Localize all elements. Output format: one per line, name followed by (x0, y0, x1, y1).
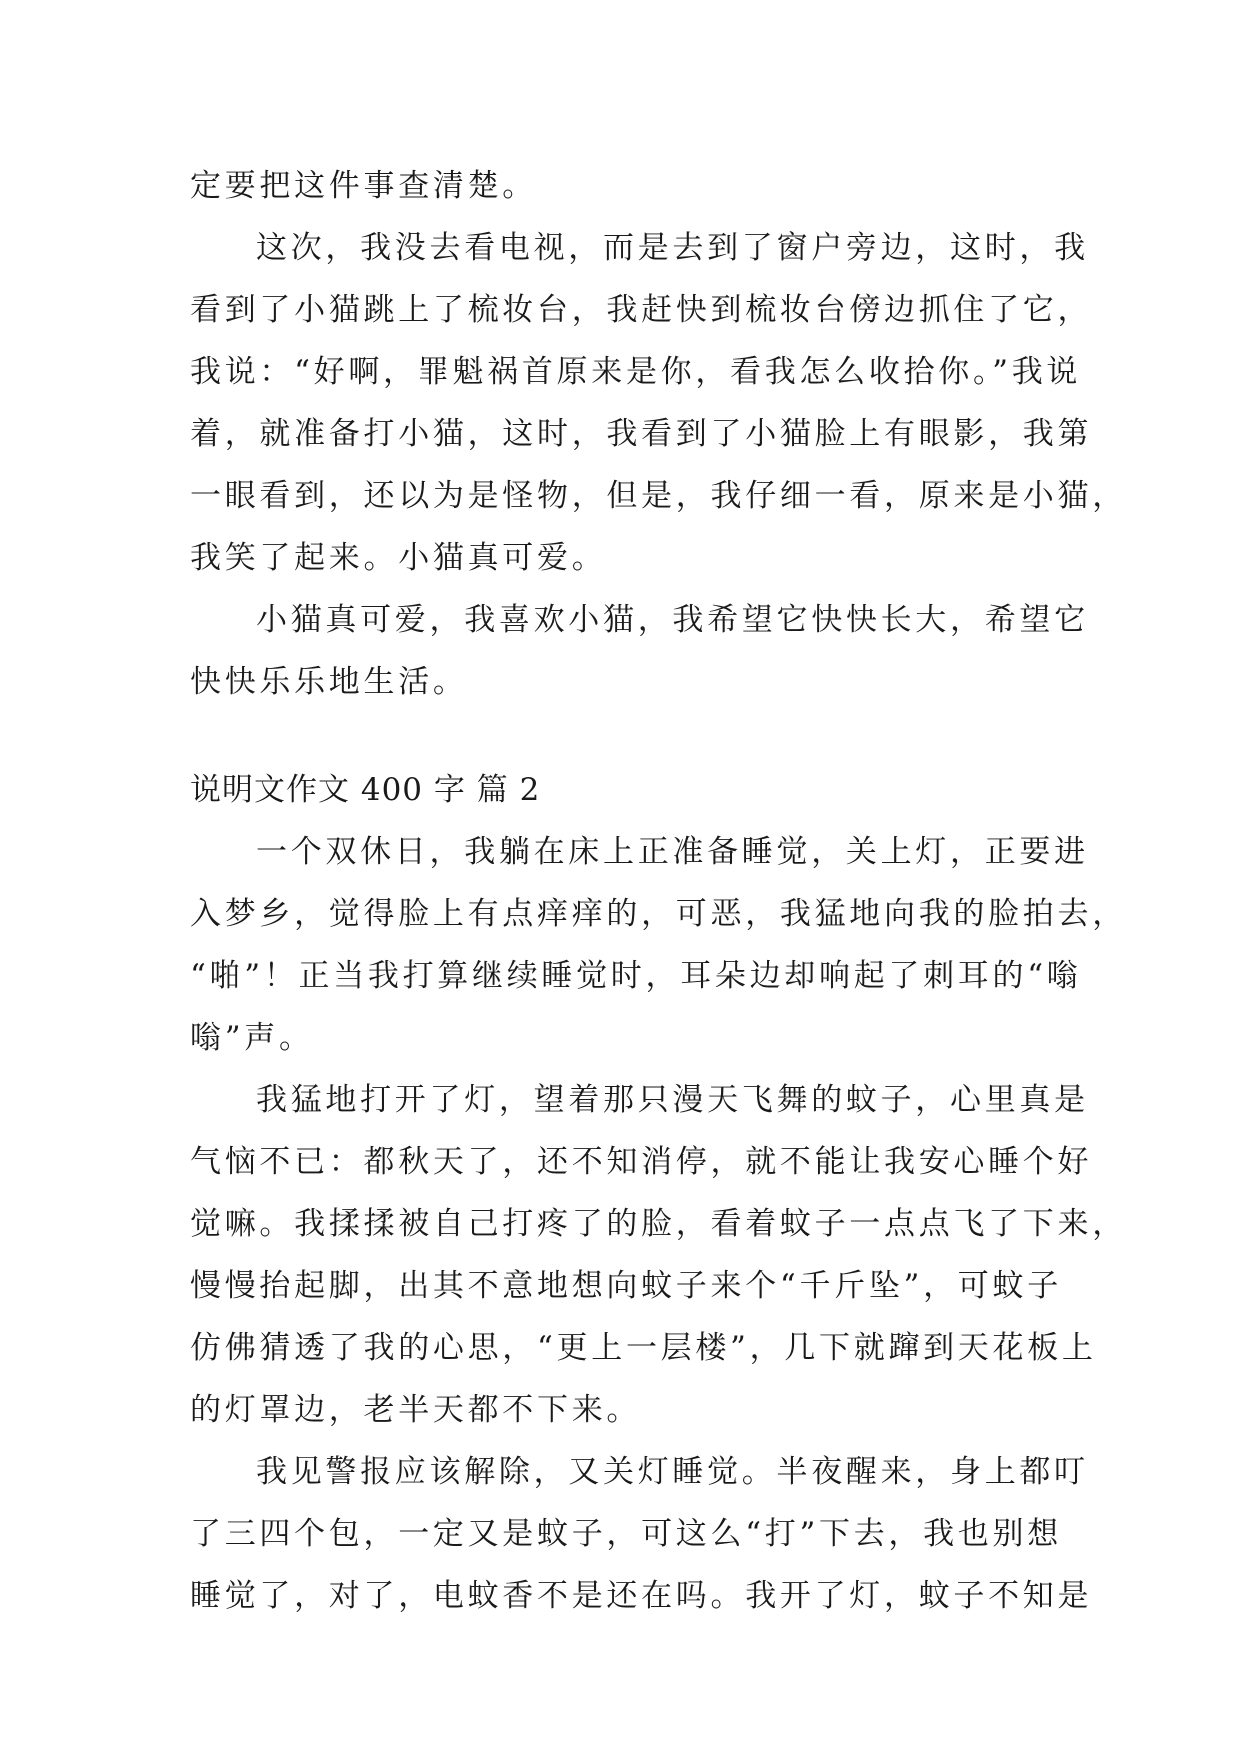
text-line: 我笑了起来。小猫真可爱。 (190, 540, 607, 576)
text-line: 入梦乡，觉得脸上有点痒痒的，可恶，我猛地向我的脸拍去， (190, 896, 1127, 932)
text-line: 看到了小猫跳上了梳妆台，我赶快到梳妆台傍边抓住了它， (190, 292, 1093, 328)
paragraph-start-line: 小猫真可爱，我喜欢小猫，我希望它快快长大，希望它 (256, 602, 1089, 638)
text-line: 我说：“好啊，罪魁祸首原来是你，看我怎么收拾你。”我说 (190, 354, 1082, 390)
text-line: “啪”！正当我打算继续睡觉时，耳朵边却响起了刺耳的“嗡 (190, 958, 1082, 994)
paragraph-start-line: 一个双休日，我躺在床上正准备睡觉，关上灯，正要进 (256, 834, 1089, 870)
text-line: 睡觉了，对了，电蚊香不是还在吗。我开了灯，蚊子不知是 (190, 1578, 1093, 1614)
text-line: 觉嘛。我揉揉被自己打疼了的脸，看着蚊子一点点飞了下来， (190, 1206, 1127, 1242)
paragraph-start-line: 我猛地打开了灯，望着那只漫天飞舞的蚊子，心里真是 (256, 1082, 1089, 1118)
text-line: 的灯罩边，老半天都不下来。 (190, 1392, 642, 1428)
text-line: 了三四个包，一定又是蚊子，可这么“打”下去，我也别想 (190, 1516, 1062, 1552)
text-line: 嗡”声。 (190, 1020, 314, 1056)
section-heading: 说明文作文 400 字 篇 2 (190, 772, 541, 808)
text-line: 仿佛猜透了我的心思，“更上一层楼”，几下就蹿到天花板上 (190, 1330, 1097, 1366)
text-line: 快快乐乐地生活。 (190, 664, 468, 700)
text-line: 着，就准备打小猫，这时，我看到了小猫脸上有眼影，我第 (190, 416, 1093, 452)
text-line: 气恼不已：都秋天了，还不知消停，就不能让我安心睡个好 (190, 1144, 1093, 1180)
paragraph-start-line: 我见警报应该解除，又关灯睡觉。半夜醒来，身上都叮 (256, 1454, 1089, 1490)
text-line: 一眼看到，还以为是怪物，但是，我仔细一看，原来是小猫， (190, 478, 1127, 514)
paragraph-start-line: 这次，我没去看电视，而是去到了窗户旁边，这时，我 (256, 230, 1089, 266)
text-line: 慢慢抬起脚，出其不意地想向蚊子来个“千斤坠”，可蚊子 (190, 1268, 1062, 1304)
text-line: 定要把这件事查清楚。 (190, 168, 537, 204)
